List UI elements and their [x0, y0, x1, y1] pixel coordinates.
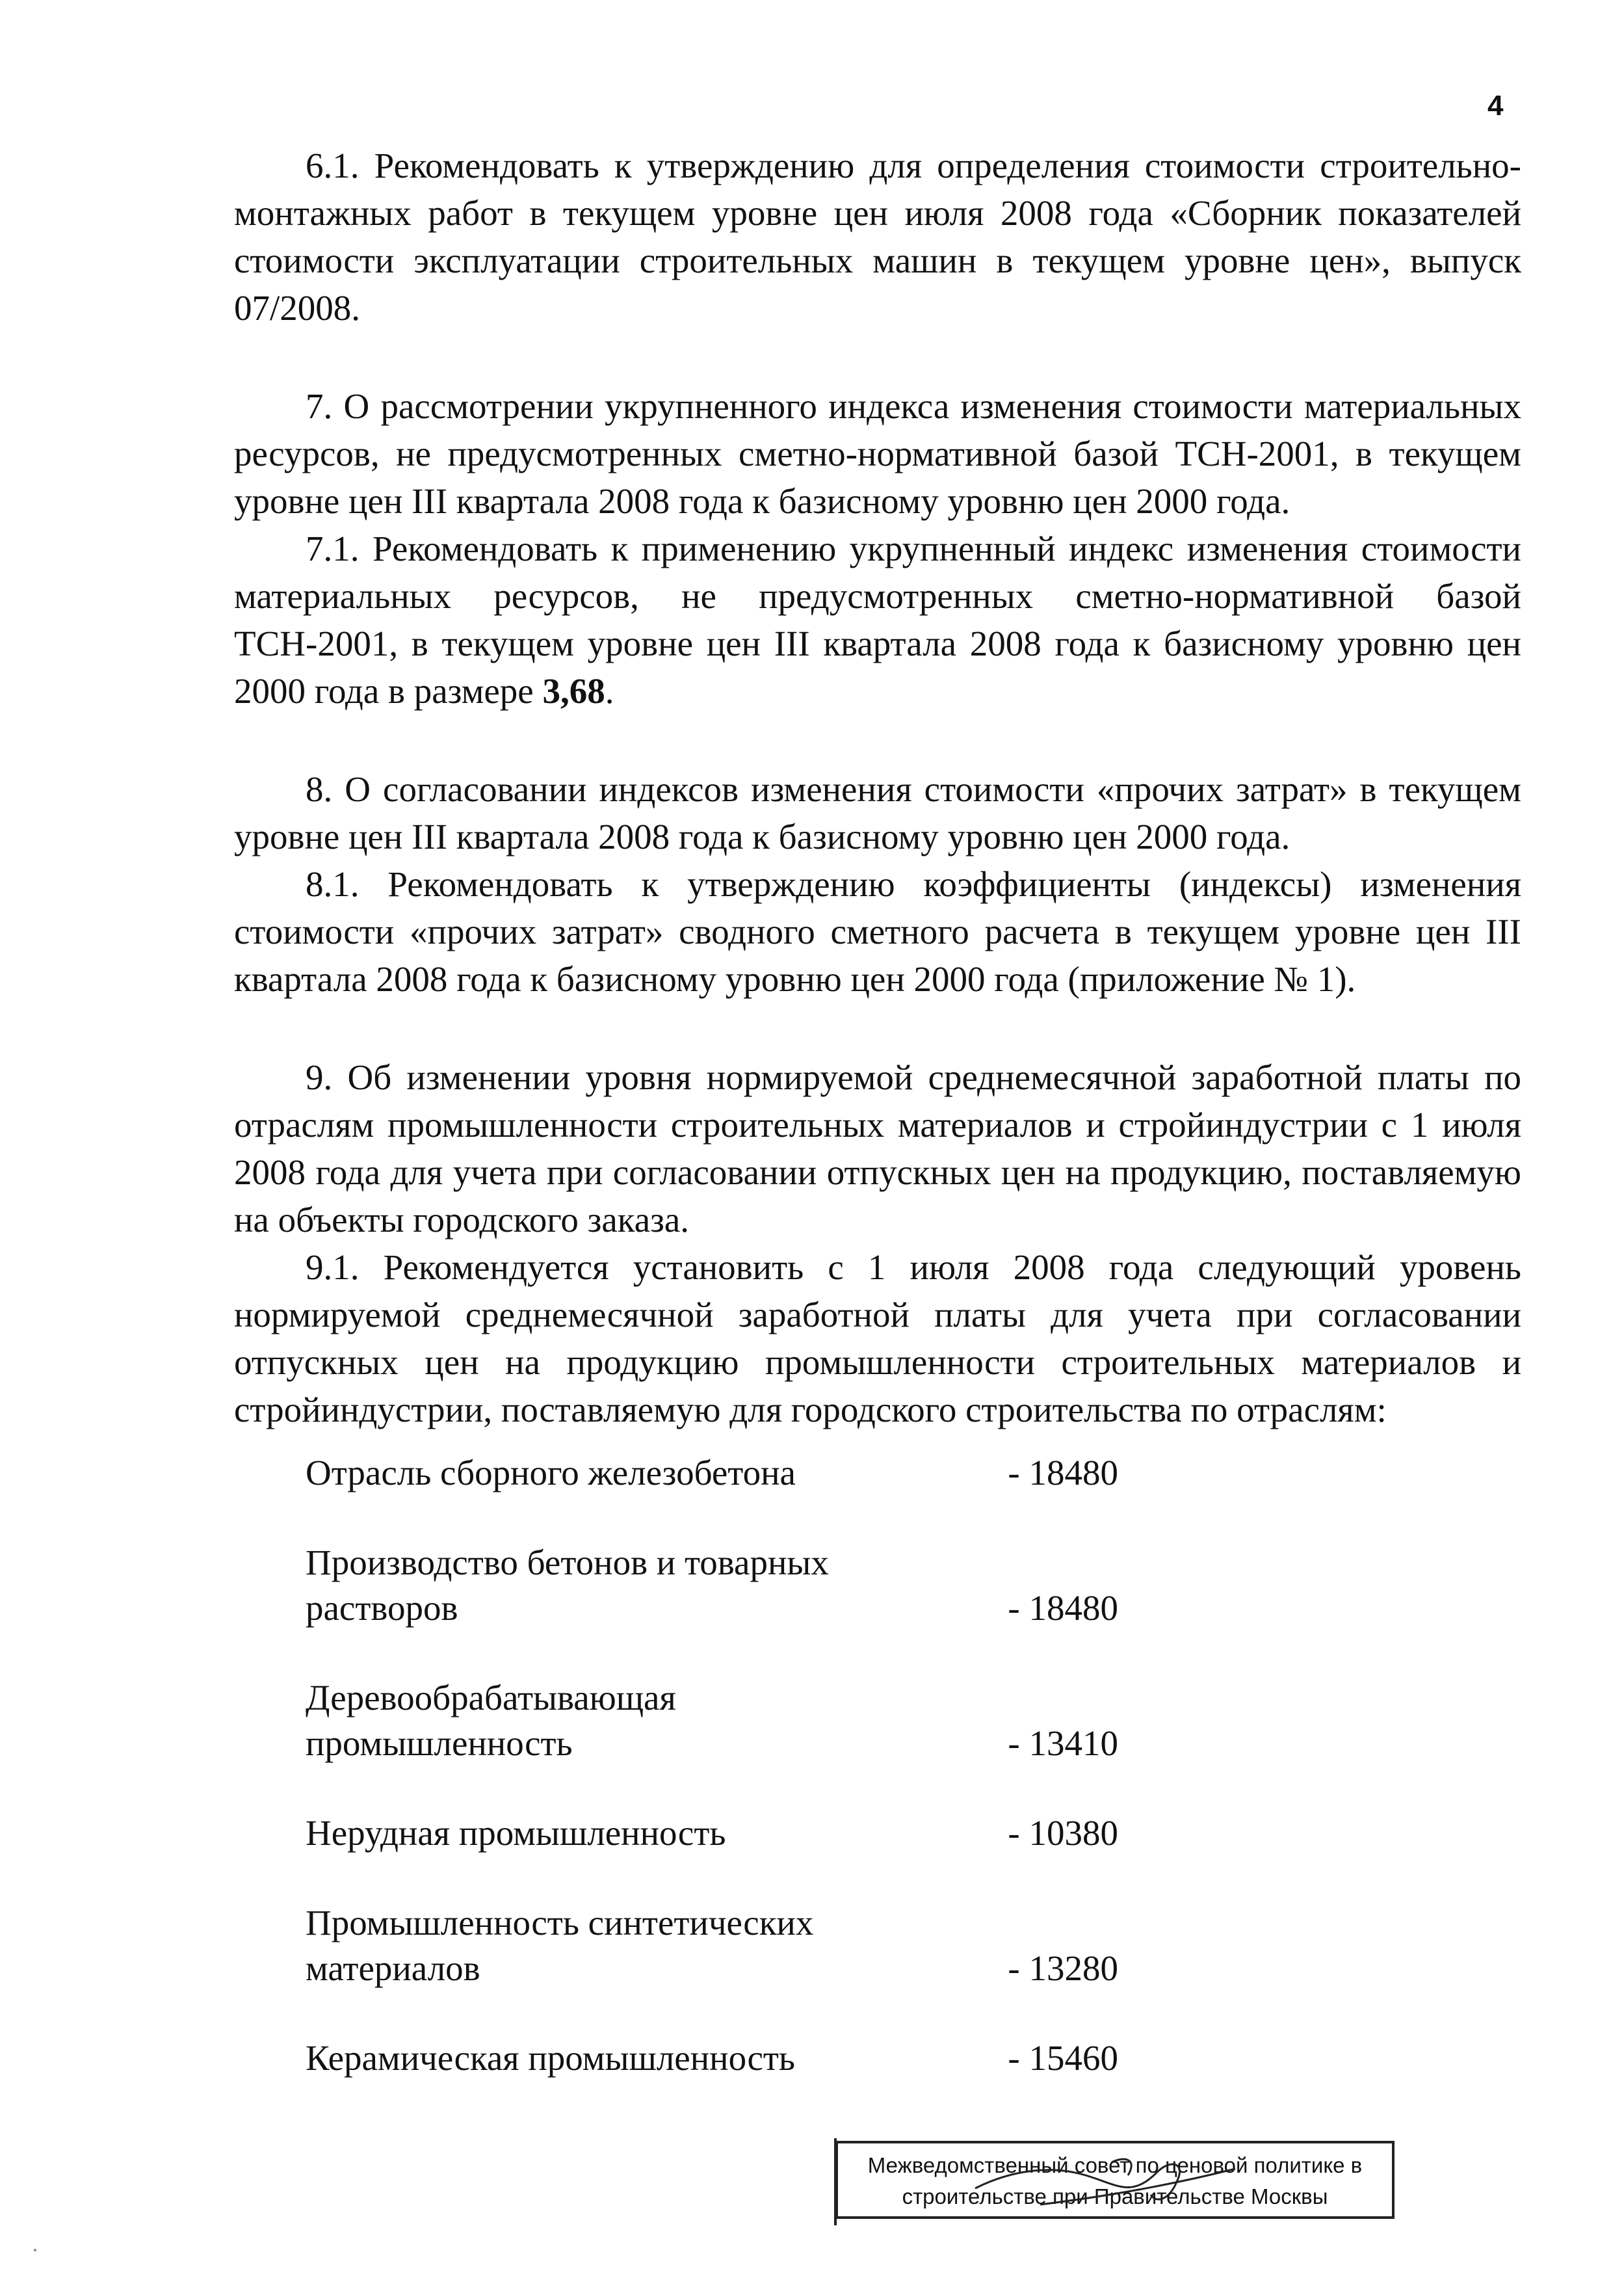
paragraph-7: 7. О рассмотрении укрупненного индекса изменения стоимости материальных ресурсов, не предусмотренных сметно-нормативной базой ТСН-2001, в текущем уровне цен III квартала 2008 года к базисному уровню цен 2000 года.: [234, 386, 1521, 521]
paragraph-9-1: 9.1. Рекомендуется установить с 1 июля 2008 года следующий уровень нормируемой среднемесячной заработной платы для учета при согласовании отпускных цен на продукцию промышленности строительных материалов и стройиндустрии, поставляемую для городского строительства по отраслям:: [234, 1247, 1521, 1429]
wage-value: - 18480: [1008, 1453, 1118, 1492]
wage-row: [306, 2035, 1216, 2081]
industry-name: Отрасль сборного железобетона: [306, 1453, 796, 1492]
wage-row: [306, 1900, 1216, 1991]
industry-name: Промышленность синтетических материалов: [306, 1903, 814, 1988]
scan-speck: [34, 2249, 36, 2251]
wage-row: [306, 1675, 1216, 1766]
paragraph-8-1: 8.1. Рекомендовать к утверждению коэффициенты (индексы) изменения стоимости «прочих затрат» сводного сметного расчета в текущем уровне цен III квартала 2008 года к базисному уровню цен 2000 года (приложение № 1).: [234, 864, 1521, 999]
paragraph-6-1: 6.1. Рекомендовать к утверждению для определения стоимости строительно-монтажных работ в текущем уровне цен июля 2008 года «Сборник показателей стоимости эксплуатации строительных машин в текущем уровне цен», выпуск 07/2008.: [234, 146, 1521, 328]
wage-table: [306, 1450, 1216, 2081]
paragraph-7-1: [234, 525, 1521, 715]
page-number: 4: [1487, 90, 1504, 122]
paragraph-8: 8. О согласовании индексов изменения стоимости «прочих затрат» в текущем уровне цен III квартала 2008 года к базисному уровню цен 2000 года.: [234, 769, 1521, 856]
signature: [962, 2143, 1248, 2221]
index-value: 3,68: [542, 671, 605, 711]
stamp-line-1: Межведомственный совет по ценовой политике в: [867, 2153, 1363, 2177]
industry-name: Нерудная промышленность: [306, 1813, 726, 1853]
wage-value: - 15460: [1008, 2038, 1118, 2078]
stamp-line-2: строительстве при Правительстве Москвы: [902, 2184, 1328, 2208]
paragraph-9: 9. Об изменении уровня нормируемой среднемесячной заработной платы по отраслям промышленности строительных материалов и стройиндустрии с 1 июля 2008 года для учета при согласовании отпускных цен на продукцию, поставляемую на объекты городского заказа.: [234, 1057, 1521, 1239]
industry-name: Производство бетонов и товарных растворов: [306, 1543, 829, 1628]
paragraph-7-1-end: .: [605, 671, 614, 711]
wage-row: [306, 1810, 1216, 1856]
wage-row: [306, 1450, 1216, 1496]
wage-value: - 13280: [1008, 1948, 1118, 1988]
industry-name: Керамическая промышленность: [306, 2038, 795, 2078]
wage-value: - 13410: [1008, 1723, 1118, 1763]
wage-value: - 18480: [1008, 1588, 1118, 1628]
document-body: [234, 142, 1521, 1433]
wage-value: - 10380: [1008, 1813, 1118, 1853]
wage-row: [306, 1540, 1216, 1631]
industry-name: Деревообрабатывающая промышленность: [306, 1678, 676, 1763]
paragraph-7-1-text: 7.1. Рекомендовать к применению укрупненный индекс изменения стоимости материальных ресурсов, не предусмотренных сметно-нормативной базой ТСН-2001, в текущем уровне цен III квартала 2008 года к базисному уровню цен 2000 года в размере: [234, 529, 1521, 711]
